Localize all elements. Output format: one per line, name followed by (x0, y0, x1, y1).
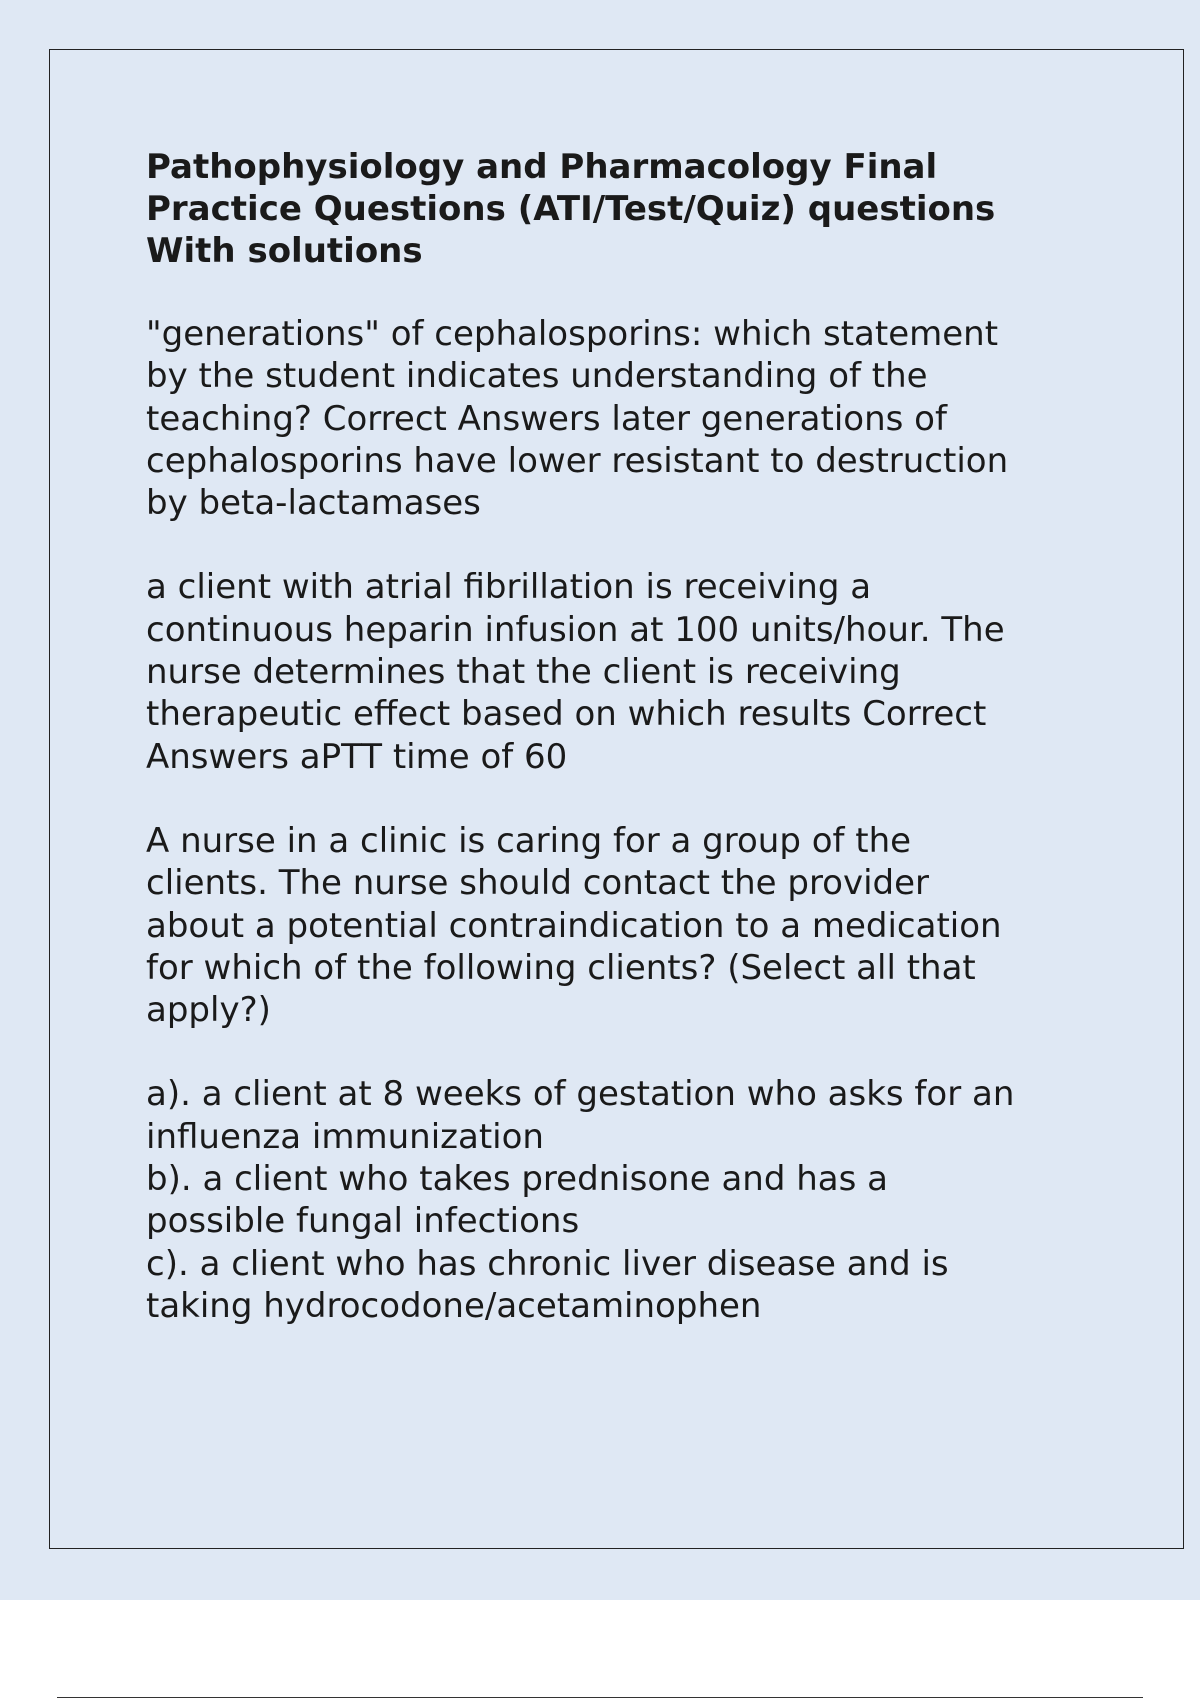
question-cephalosporins: "generations" of cephalosporins: which statement by the student indicates understanding of the teaching? Correct Answers later generations of cephalosporins have lower resistant to destruction by beta-lactamases (146, 314, 1009, 524)
question-contraindication: A nurse in a clinic is caring for a group of the clients. The nurse should contact the provider about a potential contraindication to a medication for which of the following clients? (Select all that apply?) (146, 820, 1002, 1031)
document-content (146, 146, 1106, 1327)
document-title: Pathophysiology and Pharmacology Final Practice Questions (ATI/Test/Quiz) questions With solutions (146, 147, 996, 271)
spacer (146, 1031, 1106, 1073)
spacer (146, 524, 1106, 566)
spacer (146, 778, 1106, 820)
answer-options-list: a). a client at 8 weeks of gestation who asks for an influenza immunization b). a client who takes prednisone and has a possible fungal infections c). a client who has chronic liver disease and is taking hydrocodone/acetaminophen (146, 1074, 1015, 1326)
footer-divider (57, 1697, 1143, 1698)
question-heparin: a client with atrial fibrillation is receiving a continuous heparin infusion at 100 units/hour. The nurse determines that the client is receiving therapeutic effect based on which results Correct Answers aPTT time of 60 (146, 567, 1005, 777)
spacer (146, 272, 1106, 313)
